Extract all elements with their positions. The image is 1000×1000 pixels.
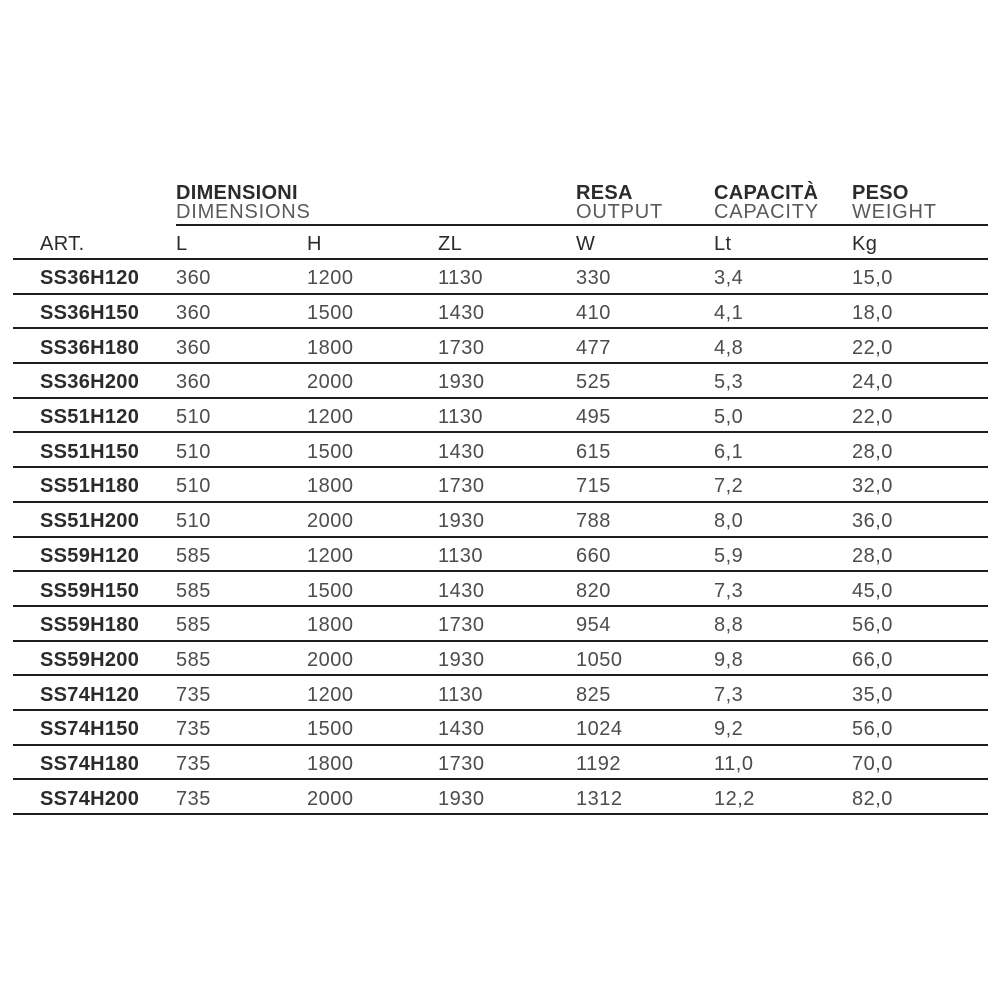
column-header-zl: ZL bbox=[438, 233, 463, 255]
group-subtitle-weight: WEIGHT bbox=[852, 201, 937, 223]
group-header-output bbox=[576, 178, 714, 226]
row-value: 1200 bbox=[307, 544, 354, 567]
row-value: 22,0 bbox=[852, 336, 893, 359]
table-row bbox=[13, 607, 988, 642]
table-row bbox=[13, 746, 988, 781]
row-value: 7,3 bbox=[714, 683, 744, 706]
row-value: 1430 bbox=[438, 718, 485, 741]
row-value: 735 bbox=[176, 787, 211, 810]
row-value: 510 bbox=[176, 510, 211, 533]
table-body bbox=[13, 260, 988, 815]
row-art-code: SS59H200 bbox=[40, 648, 140, 671]
row-value: 1130 bbox=[438, 267, 484, 290]
row-value: 360 bbox=[176, 302, 211, 325]
group-header-weight bbox=[852, 178, 988, 226]
row-value: 8,8 bbox=[714, 614, 744, 637]
row-value: 1730 bbox=[438, 752, 485, 775]
row-value: 360 bbox=[176, 267, 211, 290]
row-value: 1430 bbox=[438, 579, 485, 602]
group-header-dimensions bbox=[176, 178, 576, 226]
row-value: 45,0 bbox=[852, 579, 893, 602]
row-value: 1050 bbox=[576, 648, 623, 671]
table-row bbox=[13, 399, 988, 434]
table-row bbox=[13, 295, 988, 330]
table-row bbox=[13, 433, 988, 468]
table-row bbox=[13, 468, 988, 503]
row-value: 1930 bbox=[438, 371, 485, 394]
row-value: 4,1 bbox=[714, 302, 744, 325]
row-value: 5,0 bbox=[714, 406, 744, 429]
row-value: 56,0 bbox=[852, 614, 893, 637]
table-row bbox=[13, 676, 988, 711]
row-value: 1930 bbox=[438, 648, 485, 671]
row-value: 1500 bbox=[307, 718, 354, 741]
row-art-code: SS36H180 bbox=[40, 336, 140, 359]
row-value: 735 bbox=[176, 683, 211, 706]
row-value: 1500 bbox=[307, 579, 354, 602]
row-value: 1730 bbox=[438, 614, 485, 637]
table-row bbox=[13, 780, 988, 815]
row-value: 5,9 bbox=[714, 544, 744, 567]
table-row bbox=[13, 538, 988, 573]
row-value: 495 bbox=[576, 406, 611, 429]
group-title-dimensioni: DIMENSIONI bbox=[176, 182, 298, 204]
column-header-h: H bbox=[307, 233, 322, 255]
table-unit-header-row bbox=[13, 226, 988, 260]
row-value: 615 bbox=[576, 440, 611, 463]
row-value: 1024 bbox=[576, 718, 623, 741]
row-art-code: SS74H180 bbox=[40, 752, 140, 775]
row-value: 1500 bbox=[307, 440, 354, 463]
row-value: 1192 bbox=[576, 752, 622, 775]
row-art-code: SS74H150 bbox=[40, 718, 140, 741]
row-value: 330 bbox=[576, 267, 611, 290]
group-subtitle-output: OUTPUT bbox=[576, 201, 664, 223]
table-row bbox=[13, 711, 988, 746]
row-value: 735 bbox=[176, 718, 211, 741]
row-value: 32,0 bbox=[852, 475, 893, 498]
row-art-code: SS51H200 bbox=[40, 510, 140, 533]
column-header-lt: Lt bbox=[714, 233, 732, 255]
row-value: 1130 bbox=[438, 406, 484, 429]
group-title-resa: RESA bbox=[576, 182, 633, 204]
table-row bbox=[13, 364, 988, 399]
row-value: 2000 bbox=[307, 787, 354, 810]
group-header-capacity bbox=[714, 178, 852, 226]
product-spec-table bbox=[13, 178, 988, 815]
table-row bbox=[13, 503, 988, 538]
row-value: 12,2 bbox=[714, 787, 755, 810]
table-group-header-row bbox=[13, 178, 988, 226]
table-row bbox=[13, 260, 988, 295]
group-header-spacer bbox=[13, 178, 176, 226]
row-value: 82,0 bbox=[852, 787, 893, 810]
row-value: 660 bbox=[576, 544, 611, 567]
row-value: 1730 bbox=[438, 336, 485, 359]
table-row bbox=[13, 572, 988, 607]
row-value: 735 bbox=[176, 752, 211, 775]
row-value: 66,0 bbox=[852, 648, 893, 671]
group-title-peso: PESO bbox=[852, 182, 909, 204]
row-art-code: SS59H120 bbox=[40, 544, 140, 567]
row-value: 6,1 bbox=[714, 440, 744, 463]
group-title-capacita: CAPACITÀ bbox=[714, 182, 819, 204]
row-value: 28,0 bbox=[852, 440, 893, 463]
row-value: 1130 bbox=[438, 683, 484, 706]
row-value: 585 bbox=[176, 579, 211, 602]
column-header-l: L bbox=[176, 233, 188, 255]
row-art-code: SS74H120 bbox=[40, 683, 140, 706]
row-art-code: SS59H180 bbox=[40, 614, 140, 637]
column-header-kg: Kg bbox=[852, 233, 878, 255]
row-value: 15,0 bbox=[852, 267, 893, 290]
row-value: 585 bbox=[176, 544, 211, 567]
row-value: 9,8 bbox=[714, 648, 744, 671]
group-subtitle-capacity: CAPACITY bbox=[714, 201, 819, 223]
row-value: 5,3 bbox=[714, 371, 744, 394]
row-value: 1730 bbox=[438, 475, 485, 498]
row-value: 70,0 bbox=[852, 752, 893, 775]
row-art-code: SS36H150 bbox=[40, 302, 140, 325]
row-value: 11,0 bbox=[714, 752, 754, 775]
row-value: 56,0 bbox=[852, 718, 893, 741]
row-value: 360 bbox=[176, 336, 211, 359]
row-value: 1800 bbox=[307, 475, 354, 498]
row-value: 1800 bbox=[307, 752, 354, 775]
row-value: 7,2 bbox=[714, 475, 744, 498]
row-art-code: SS36H120 bbox=[40, 267, 140, 290]
row-value: 410 bbox=[576, 302, 611, 325]
row-value: 28,0 bbox=[852, 544, 893, 567]
table-row bbox=[13, 329, 988, 364]
row-value: 510 bbox=[176, 475, 211, 498]
row-value: 2000 bbox=[307, 648, 354, 671]
row-value: 36,0 bbox=[852, 510, 893, 533]
row-value: 24,0 bbox=[852, 371, 893, 394]
row-value: 1312 bbox=[576, 787, 623, 810]
row-value: 22,0 bbox=[852, 406, 893, 429]
row-value: 820 bbox=[576, 579, 611, 602]
row-value: 9,2 bbox=[714, 718, 744, 741]
table-row bbox=[13, 642, 988, 677]
row-value: 525 bbox=[576, 371, 611, 394]
row-value: 477 bbox=[576, 336, 611, 359]
row-value: 510 bbox=[176, 440, 211, 463]
row-value: 1800 bbox=[307, 336, 354, 359]
row-value: 1130 bbox=[438, 544, 484, 567]
row-value: 360 bbox=[176, 371, 211, 394]
row-value: 2000 bbox=[307, 371, 354, 394]
row-art-code: SS51H120 bbox=[40, 406, 140, 429]
row-value: 1930 bbox=[438, 787, 485, 810]
row-value: 4,8 bbox=[714, 336, 744, 359]
row-value: 510 bbox=[176, 406, 211, 429]
row-value: 7,3 bbox=[714, 579, 744, 602]
row-value: 1930 bbox=[438, 510, 485, 533]
row-value: 825 bbox=[576, 683, 611, 706]
row-value: 8,0 bbox=[714, 510, 744, 533]
row-value: 585 bbox=[176, 648, 211, 671]
row-value: 585 bbox=[176, 614, 211, 637]
row-value: 1200 bbox=[307, 406, 354, 429]
row-value: 3,4 bbox=[714, 267, 744, 290]
row-value: 1200 bbox=[307, 267, 354, 290]
row-art-code: SS59H150 bbox=[40, 579, 140, 602]
row-value: 715 bbox=[576, 475, 611, 498]
row-value: 1200 bbox=[307, 683, 354, 706]
row-art-code: SS51H150 bbox=[40, 440, 140, 463]
row-value: 35,0 bbox=[852, 683, 893, 706]
row-value: 1800 bbox=[307, 614, 354, 637]
row-value: 2000 bbox=[307, 510, 354, 533]
row-value: 18,0 bbox=[852, 302, 893, 325]
column-header-w: W bbox=[576, 233, 596, 255]
group-subtitle-dimensions: DIMENSIONS bbox=[176, 201, 311, 223]
row-art-code: SS51H180 bbox=[40, 475, 140, 498]
row-art-code: SS36H200 bbox=[40, 371, 140, 394]
row-value: 954 bbox=[576, 614, 611, 637]
row-value: 1430 bbox=[438, 302, 485, 325]
row-value: 1430 bbox=[438, 440, 485, 463]
row-value: 1500 bbox=[307, 302, 354, 325]
row-art-code: SS74H200 bbox=[40, 787, 140, 810]
row-value: 788 bbox=[576, 510, 611, 533]
column-header-art: ART. bbox=[40, 233, 85, 255]
